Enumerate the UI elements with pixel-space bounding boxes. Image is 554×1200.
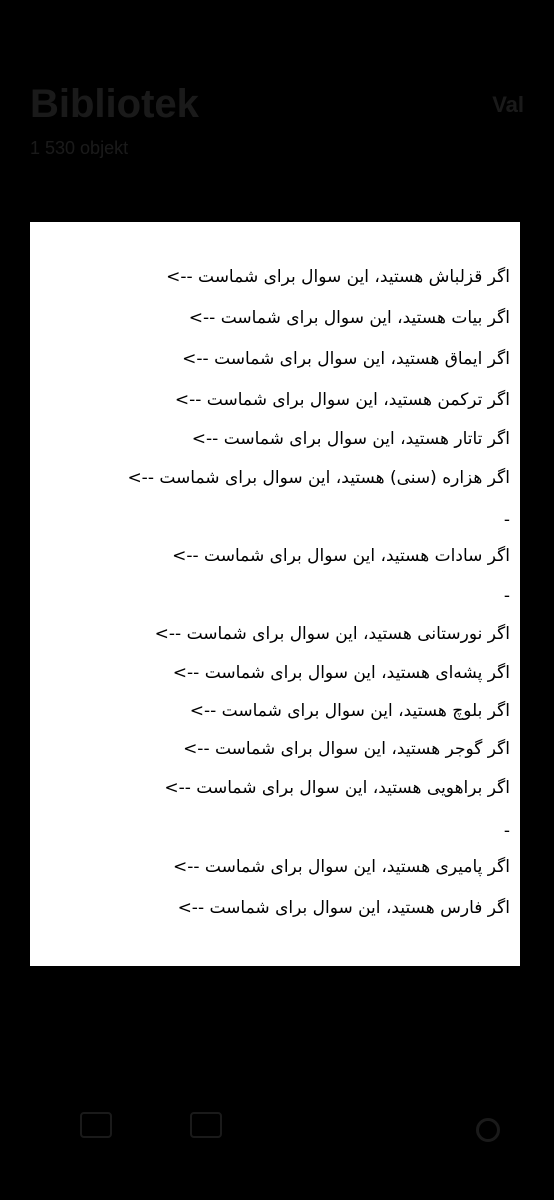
separator-dash: -	[503, 510, 510, 530]
search-icon[interactable]	[476, 1118, 500, 1142]
text-line: اگر هزاره (سنی) هستید، این سوال برای شماست -->	[127, 468, 510, 488]
library-item-count: 1 530 objekt	[30, 138, 129, 158]
text-line: اگر بلوچ هستید، این سوال برای شماست -->	[189, 701, 510, 721]
text-line: اگر ترکمن هستید، این سوال برای شماست -->	[174, 390, 510, 410]
text-line: اگر نورستانی هستید، این سوال برای شماست -->	[154, 624, 510, 644]
overlay-image	[30, 222, 520, 966]
separator-dash: -	[503, 586, 510, 606]
text-line: اگر سادات هستید، این سوال برای شماست -->	[172, 546, 510, 566]
text-line: اگر ایماق هستید، این سوال برای شماست -->	[182, 349, 510, 369]
albums-tab-icon[interactable]	[190, 1112, 222, 1138]
text-line: اگر پامیری هستید، این سوال برای شماست -->	[173, 857, 510, 877]
text-line: اگر براهویی هستید، این سوال برای شماست -->	[164, 778, 510, 798]
library-title: Bibliotek	[30, 82, 199, 126]
tab-bar	[0, 1100, 554, 1160]
text-line: اگر بیات هستید، این سوال برای شماست -->	[188, 308, 510, 328]
text-line: اگر فارس هستید، این سوال برای شماست -->	[177, 898, 510, 918]
text-line: اگر گوجر هستید، این سوال برای شماست -->	[183, 739, 510, 759]
text-line: اگر پشه‌ای هستید، این سوال برای شماست -->	[172, 663, 510, 683]
library-tab-icon[interactable]	[80, 1112, 112, 1138]
text-line: اگر قزلباش هستید، این سوال برای شماست -->	[166, 267, 510, 287]
select-button[interactable]: Val	[492, 92, 524, 117]
separator-dash: -	[503, 821, 510, 841]
text-line: اگر تاتار هستید، این سوال برای شماست -->	[191, 429, 510, 449]
